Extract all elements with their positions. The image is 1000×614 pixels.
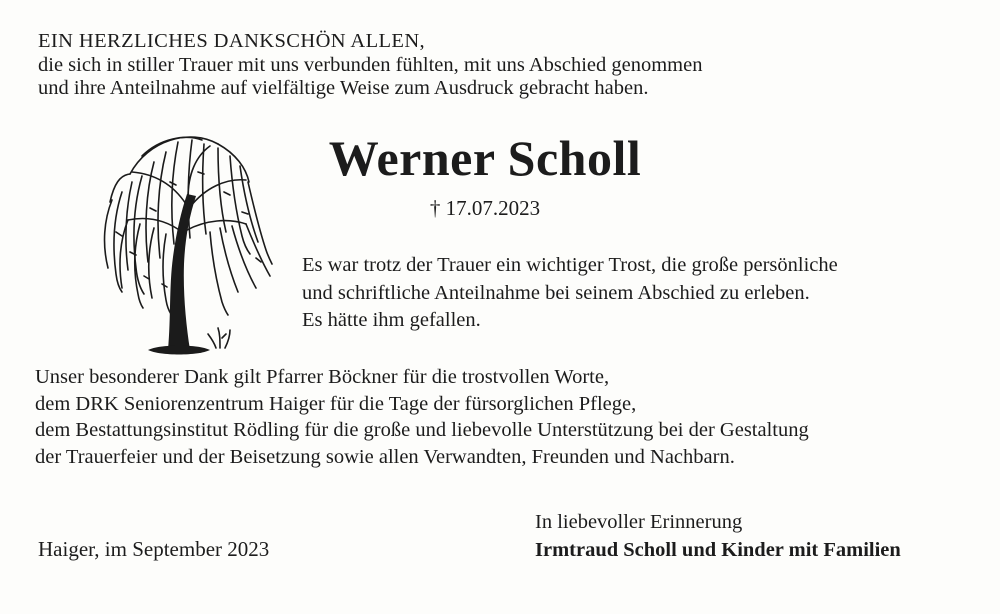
thanks-line: dem Bestattungsinstitut Rödling für die große und liebevolle Unterstützung bei der Gestaltung — [35, 419, 809, 441]
weeping-willow-tree-illustration — [70, 112, 288, 358]
closing-block — [535, 509, 901, 564]
family-signature: Irmtraud Scholl und Kinder mit Familien — [535, 538, 901, 561]
acknowledgement-line: die sich in stiller Trauer mit uns verbunden fühlten, mit uns Abschied genommen — [38, 53, 703, 76]
tribute-line: und schriftliche Anteilnahme bei seinem Abschied zu erleben. — [302, 281, 810, 304]
deceased-name: Werner Scholl — [328, 130, 642, 186]
closing-line: In liebevoller Erinnerung — [535, 511, 743, 533]
acknowledgement-header — [38, 30, 702, 101]
tribute-line: Es hätte ihm gefallen. — [302, 309, 481, 331]
place-and-date: Haiger, im September 2023 — [38, 537, 270, 561]
deceased-block — [295, 130, 675, 221]
acknowledgement-line: und ihre Anteilnahme auf vielfältige Weise zum Ausdruck gebracht haben. — [38, 77, 649, 99]
death-date: † 17.07.2023 — [429, 196, 541, 220]
thanks-line: dem DRK Seniorenzentrum Haiger für die Tage der fürsorglichen Pflege, — [35, 392, 637, 415]
tribute-line: Es war trotz der Trauer ein wichtiger Trost, die große persönliche — [302, 254, 838, 276]
acknowledgement-title: EIN HERZLICHES DANKSCHÖN ALLEN, — [38, 30, 426, 52]
thanks-paragraph — [35, 364, 809, 470]
tribute-paragraph — [302, 252, 838, 335]
willow-tree-icon — [70, 112, 288, 358]
thanks-line: der Trauerfeier und der Beisetzung sowie allen Verwandten, Freunden und Nachbarn. — [35, 445, 735, 468]
thanks-line: Unser besonderer Dank gilt Pfarrer Böckner für die trostvollen Worte, — [35, 366, 610, 388]
